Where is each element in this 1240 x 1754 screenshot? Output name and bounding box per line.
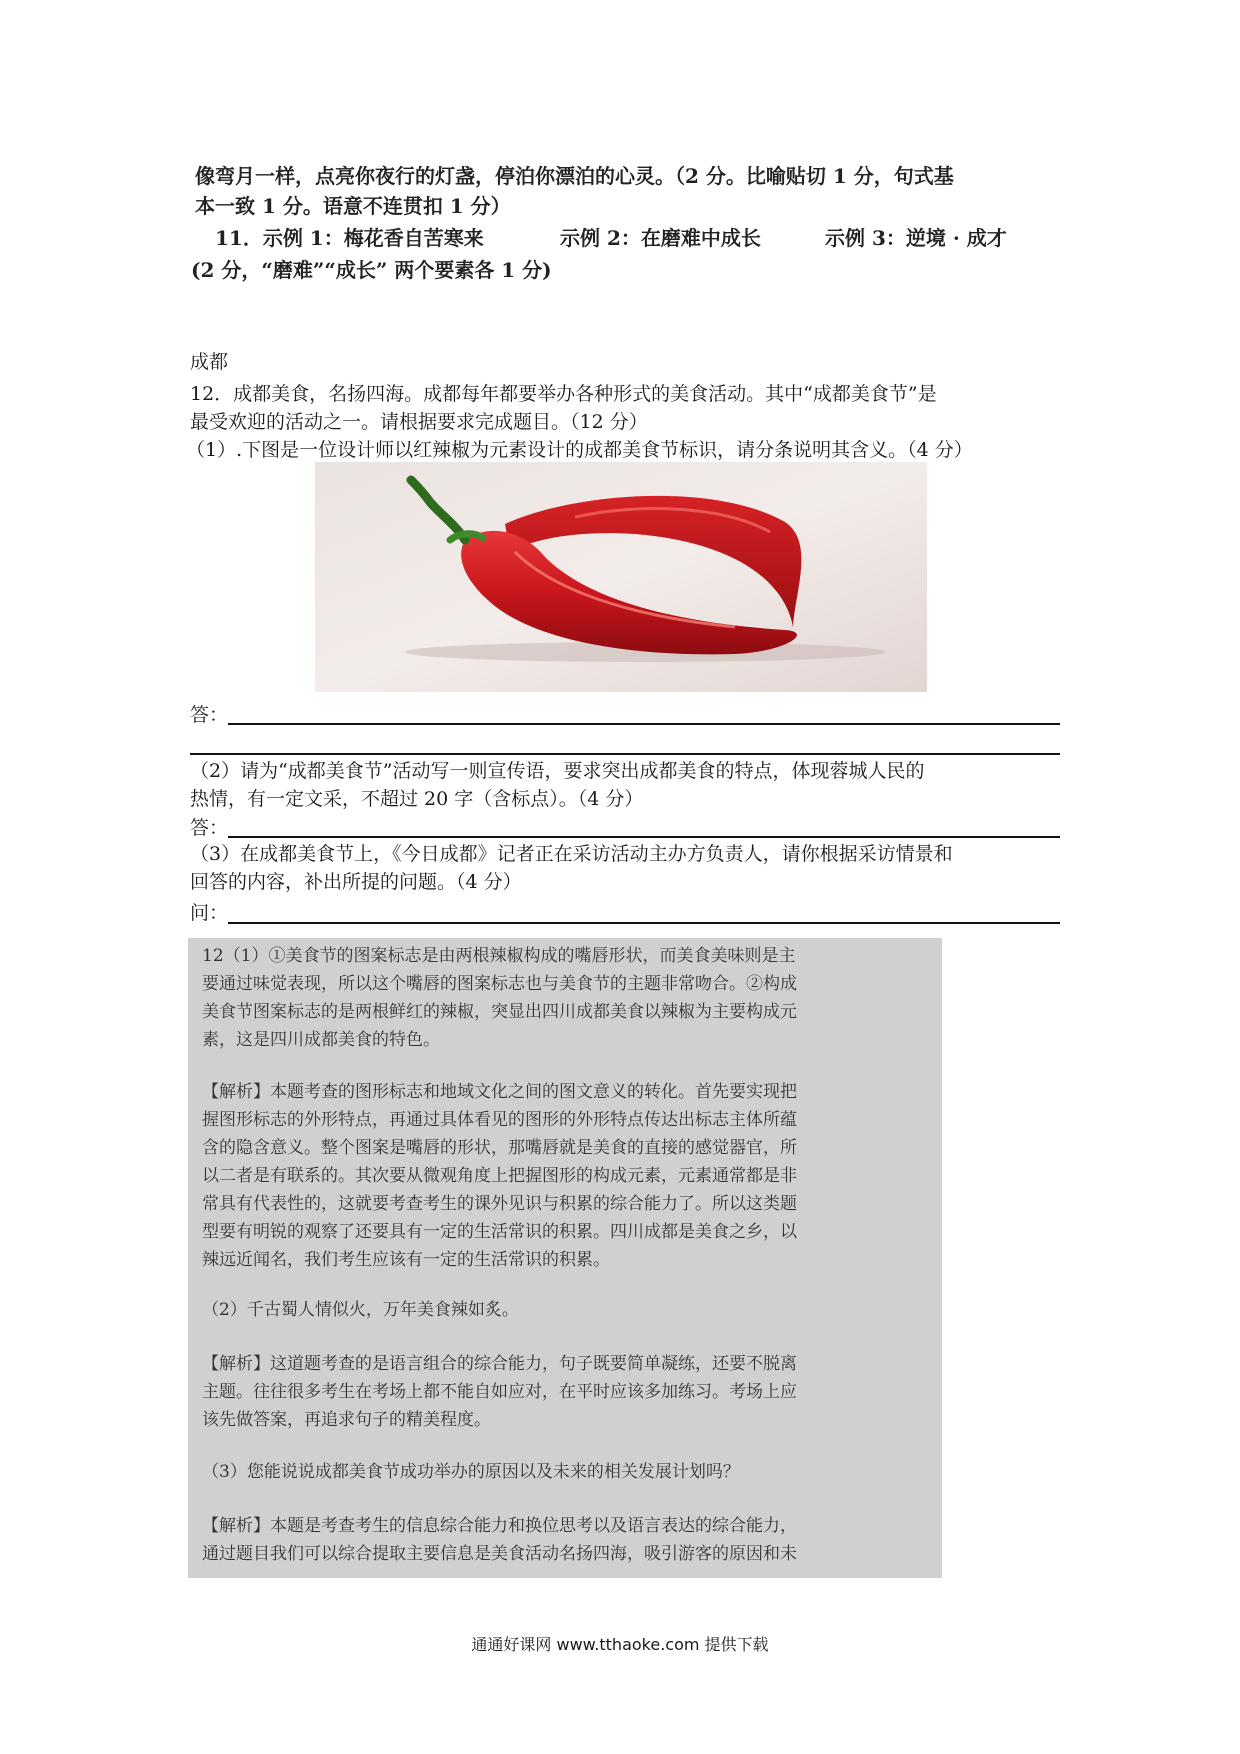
answer-line-3[interactable]	[228, 836, 1060, 838]
scan-line-4: (2 分，“磨难”“成长” 两个要素各 1 分)	[191, 258, 552, 282]
answer-label-2: 答：	[190, 817, 229, 839]
analysis-1-line-6: 型要有明锐的观察了还要具有一定的生活常识的积累。四川成都是美食之乡，以	[202, 1222, 797, 1242]
scan-line-2: 本一致 1 分。语意不连贯扣 1 分）	[195, 194, 511, 218]
answer-p3: （2）千古蜀人情似火，万年美食辣如炙。	[202, 1300, 519, 1320]
analysis-1-line-4: 以二者是有联系的。其次要从微观角度上把握图形的构成元素，元素通常都是非	[202, 1166, 797, 1186]
chili-logo-image	[315, 462, 927, 692]
answer-p1-line-3: 美食节图案标志的是两根鲜红的辣椒，突显出四川成都美食以辣椒为主要构成元	[202, 1002, 797, 1022]
analysis-1-line-2: 握图形标志的外形特点，再通过具体看见的图形的外形特点传达出标志主体所蕴	[202, 1110, 797, 1130]
question-line[interactable]	[228, 922, 1060, 924]
analysis-1-line-7: 辣远近闻名，我们考生应该有一定的生活常识的积累。	[202, 1250, 610, 1270]
analysis-1-line-1: 【解析】本题考查的图形标志和地域文化之间的图文意义的转化。首先要实现把	[202, 1082, 797, 1102]
scan-line-3b: 示例 2：在磨难中成长	[560, 226, 761, 250]
q12-sub1: （1）.下图是一位设计师以红辣椒为元素设计的成都美食节标识，请分条说明其含义。（4 分）	[186, 439, 973, 461]
answer-p5: （3）您能说说成都美食节成功举办的原因以及未来的相关发展计划吗？	[202, 1462, 740, 1482]
scan-line-3c: 示例 3：逆境 · 成才	[825, 226, 1007, 250]
section-heading: 成都	[190, 351, 229, 373]
scan-line-3a: 11．示例 1：梅花香自苦寒来	[215, 226, 484, 250]
answer-explanation-box	[188, 938, 942, 1578]
analysis-3-line-2: 通过题目我们可以综合提取主要信息是美食活动名扬四海，吸引游客的原因和未	[202, 1544, 797, 1564]
q12-sub2-line-2: 热情，有一定文采，不超过 20 字（含标点）。（4 分）	[190, 788, 644, 810]
q12-sub3-line-1: （3）在成都美食节上，《今日成都》记者正在采访活动主办方负责人，请你根据采访情景和	[190, 843, 953, 865]
q12-line-2: 最受欢迎的活动之一。请根据要求完成题目。（12 分）	[190, 411, 648, 433]
analysis-2-line-1: 【解析】这道题考查的是语言组合的综合能力，句子既要简单凝练，还要不脱离	[202, 1354, 797, 1374]
q12-sub2-line-1: （2）请为“成都美食节”活动写一则宣传语，要求突出成都美食的特点，体现蓉城人民的	[190, 760, 925, 782]
analysis-3-line-1: 【解析】本题是考查考生的信息综合能力和换位思考以及语言表达的综合能力，	[202, 1516, 797, 1536]
analysis-1-line-3: 含的隐含意义。整个图案是嘴唇的形状，那嘴唇就是美食的直接的感觉器官，所	[202, 1138, 797, 1158]
answer-line-2[interactable]	[190, 753, 1060, 755]
scan-line-1: 像弯月一样，点亮你夜行的灯盏，停泊你漂泊的心灵。（2 分。比喻贴切 1 分，句式基	[195, 164, 954, 188]
answer-line-1[interactable]	[228, 723, 1060, 725]
answer-label-1: 答：	[190, 704, 229, 726]
answer-p1-line-4: 素，这是四川成都美食的特色。	[202, 1030, 440, 1050]
answer-p1-line-1: 12（1）①美食节的图案标志是由两根辣椒构成的嘴唇形状，而美食美味则是主	[202, 946, 796, 966]
page-footer: 通通好课网 www.tthaoke.com 提供下载	[471, 1635, 769, 1654]
analysis-2-line-2: 主题。往往很多考生在考场上都不能自如应对，在平时应该多加练习。考场上应	[202, 1382, 797, 1402]
q12-sub3-line-2: 回答的内容，补出所提的问题。（4 分）	[190, 871, 522, 893]
question-label: 问：	[190, 902, 229, 924]
q12-line-1: 12．成都美食，名扬四海。成都每年都要举办各种形式的美食活动。其中“成都美食节”是	[190, 383, 937, 405]
answer-p1-line-2: 要通过味觉表现，所以这个嘴唇的图案标志也与美食节的主题非常吻合。②构成	[202, 974, 797, 994]
analysis-2-line-3: 该先做答案，再追求句子的精美程度。	[202, 1410, 491, 1430]
analysis-1-line-5: 常具有代表性的，这就要考查考生的课外见识与积累的综合能力了。所以这类题	[202, 1194, 797, 1214]
